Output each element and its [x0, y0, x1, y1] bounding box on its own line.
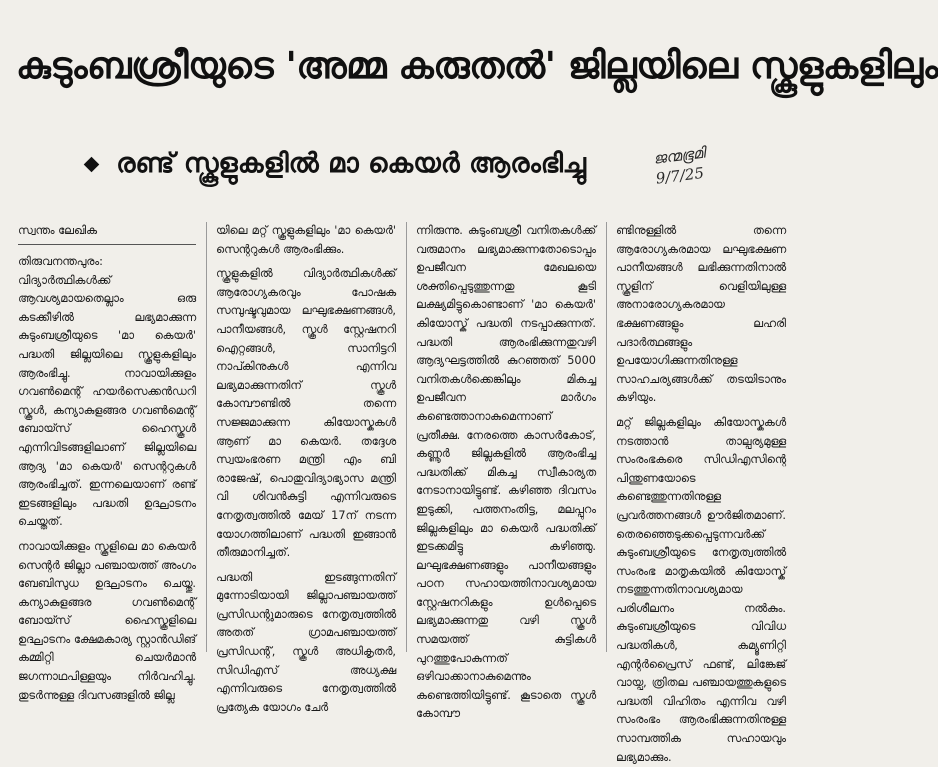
column-4: [616, 222, 786, 764]
column-1: [18, 222, 196, 702]
headline: കുടുംബശ്രീയുടെ 'അമ്മ കരുതൽ' ജില്ലയിലെ സ്കൂളുകളിലും: [16, 44, 938, 87]
paragraph: മറ്റ് ജില്ലകളിലും കിയോസ്കുകൾ നടത്താൻ താല്പര്യമുള്ള സംരംഭകരെ സിഡിഎസിന്റെ പിന്തുണയോടെ കണ്ടെത്തുന്നതിനുള്ള പ്രവർത്തനങ്ങൾ ഊർജിതമാണ്. തെരഞ്ഞെടുക്കപ്പെടുന്നവർക്ക് കുടുംബശ്രീയുടെ നേതൃത്വത്തിൽ സംരംഭ മാതൃകയിൽ കിയോസ്ക് നടത്തുന്നതിനാവശ്യമായ പരിശീലനം നൽകും. കുടുംബശ്രീയുടെ വിവിധ പദ്ധതികൾ, കമ്യൂണിറ്റി എന്റർപ്രൈസ് ഫണ്ട്, ലിങ്കേജ് വായ്പ, ത്രിതല പഞ്ചായത്തുകളുടെ പദ്ധതി വിഹിതം എന്നിവ വഴി സംരംഭം ആരംഭിക്കുന്നതിനുള്ള സാമ്പത്തിക സഹായവും ലഭ്യമാക്കും.: [616, 415, 786, 764]
paragraph: സ്കൂളുകളിൽ വിദ്യാർത്ഥികൾക്ക് ആരോഗ്യകരവും പോഷക സമ്പുഷ്ടവുമായ ലഘുഭക്ഷണങ്ങൾ, പാനീയങ്ങൾ, സ്കൂൾ സ്റ്റേഷനറി ഐറ്റങ്ങൾ, സാനിട്ടറി നാപ്കിനുകൾ എന്നിവ ലഭ്യമാക്കുന്നതിന് സ്കൂൾ കോമ്പൗണ്ടിൽ തന്നെ സജ്ജമാക്കുന്ന കിയോസ്കുകൾ ആണ് മാ കെയർ. തദ്ദേശ സ്വയംഭരണ മന്ത്രി എം ബി രാജേഷ്, പൊതുവിദ്യാഭ്യാസ മന്ത്രി വി ശിവൻകുട്ടി എന്നിവരുടെ നേതൃത്വത്തിൽ മേയ് 17ന് നടന്ന യോഗത്തിലാണ് പദ്ധതി ഇങ്ങാൻ തീരുമാനിച്ചത്.: [216, 267, 396, 560]
column-divider: [606, 222, 607, 652]
paragraph: പദ്ധതി ഇടങ്ങുന്നതിന് മുന്നോടിയായി ജില്ലാപഞ്ചായത്ത് പ്രസിഡന്റുമാരുടെ നേതൃത്വത്തിൽ അതത് ഗ്രാമപഞ്ചായത്ത് പ്രസിഡന്റ്, സ്കൂൾ അധികൃതർ, സിഡിഎസ് അധ്യക്ഷ എന്നിവരുടെ നേതൃത്വത്തിൽ പ്രത്യേക യോഗം ചേർ: [216, 570, 396, 714]
subheadline: രണ്ട് സ്കൂളുകളിൽ മാ കെയർ ആരംഭിച്ചു: [116, 148, 587, 179]
subheadline-row: [86, 148, 646, 192]
column-divider: [406, 222, 407, 652]
handwritten-date: 9/7/25: [654, 163, 705, 188]
column-divider: [206, 222, 207, 652]
handwritten-source: ജന്മഭൂമി: [652, 143, 706, 168]
column-3: [416, 222, 596, 721]
column-2: [216, 222, 396, 714]
paragraph: ണ്ടിനുള്ളിൽ തന്നെ ആരോഗ്യകരമായ ലഘുഭക്ഷണ പാനീയങ്ങൾ ലഭിക്കുന്നതിനാൽ സ്കൂളിന് വെളിയിലുള്ള അനാരോഗ്യകരമായ ഭക്ഷണങ്ങളും ലഹരി പദാർത്ഥങ്ങളും ഉപയോഗിക്കുന്നതിനുള്ള സാഹചര്യങ്ങൾക്ക് തടയിടാനും കഴിയും.: [616, 224, 786, 405]
paragraph: യിലെ മറ്റ് സ്കൂളുകളിലും 'മാ കെയർ' സെന്ററുകൾ ആരംഭിക്കും.: [216, 224, 396, 256]
paragraph: ന്നിരുന്നു. കുടുംബശ്രീ വനിതകൾക്ക് വരുമാനം ലഭ്യമാക്കുന്നതോടൊപ്പം ഉപജീവന മേഖലയെ ശക്തിപ്പെടുത്തുന്നതു കൂടി ലക്ഷ്യമിട്ടുകൊണ്ടാണ് 'മാ കെയർ' കിയോസ്ക് പദ്ധതി നടപ്പാക്കുന്നത്. പദ്ധതി ആരംഭിക്കുന്നതുവഴി ആദ്യഘട്ടത്തിൽ കുറഞ്ഞത് 5000 വനിതകൾക്കെങ്കിലും മികച്ച ഉപജീവന മാർഗം കണ്ടെത്താനാകുമെന്നാണ് പ്രതീക്ഷ. നേരത്തെ കാസർകോട്, കണ്ണൂർ ജില്ലകളിൽ ആരംഭിച്ച പദ്ധതിക്ക് മികച്ച സ്വീകാര്യത നേടാനായിട്ടുണ്ട്. കഴിഞ്ഞ ദിവസം ഇടുക്കി, പത്തനംതിട്ട, മലപ്പുറം ജില്ലകളിലും മാ കെയർ പദ്ധതിക്ക് ഇടക്കമിട്ടു കഴിഞ്ഞു. ലഘുഭക്ഷണങ്ങളും പാനീയങ്ങളും പഠന സഹായത്തിനാവശ്യമായ സ്റ്റേഷനറികളും ഉൾപ്പെടെ ലഭ്യമാക്കുന്നതു വഴി സ്കൂൾ സമയത്ത് കുട്ടികൾ പുറത്തുപോകുന്നത് ഒഴിവാക്കാനാകുമെന്നും കണ്ടെത്തിയിട്ടുണ്ട്. കൂടാതെ സ്കൂൾ കോമ്പൗ: [416, 224, 596, 721]
diamond-bullet-icon: [84, 156, 100, 172]
byline: സ്വന്തം ലേഖിക: [18, 222, 196, 245]
paragraph: നാവായിക്കുളം സ്കൂളിലെ മാ കെയർ സെന്റർ ജില്ലാ പഞ്ചായത്ത് അംഗം ബേബിസുധ ഉദ്ഘാടനം ചെയ്തു. കന്യാകുളങ്ങര ഗവൺമെന്റ് ബോയ്സ് ഹൈസ്കൂളിലെ ഉദ്ഘാടനം ക്ഷേമകാര്യ സ്റ്റാൻഡിങ് കമ്മിറ്റി ചെയർമാൻ ജഗന്നാഥപിള്ളയും നിർവഹിച്ചു. തുടർന്നുള്ള ദിവസങ്ങളിൽ ജില്ല: [18, 539, 196, 702]
handwritten-note: [652, 135, 768, 200]
article-body: [18, 222, 790, 764]
paragraph: തിരുവനന്തപുരം: വിദ്യാർത്ഥികൾക്ക് ആവശ്യമായതെല്ലാം ഒരു കടക്കീഴിൽ ലഭ്യമാക്കുന്ന കുടുംബശ്രീയുടെ 'മാ കെയർ' പദ്ധതി ജില്ലയിലെ സ്കൂളുകളിലും ആരംഭിച്ചു. നാവായിക്കുളം ഗവൺമെന്റ് ഹയർസെക്കൻഡറി സ്കൂൾ, കന്യാകുളങ്ങര ഗവൺമെന്റ് ബോയ്സ് ഹൈസ്കൂൾ എന്നിവിടങ്ങളിലാണ് ജില്ലയിലെ ആദ്യ 'മാ കെയർ' സെന്ററുകൾ ആരംഭിച്ചത്. ഇന്നലെയാണ് രണ്ട് ഇടങ്ങളിലും പദ്ധതി ഉദ്ഘാടനം ചെയ്തത്.: [18, 255, 196, 529]
